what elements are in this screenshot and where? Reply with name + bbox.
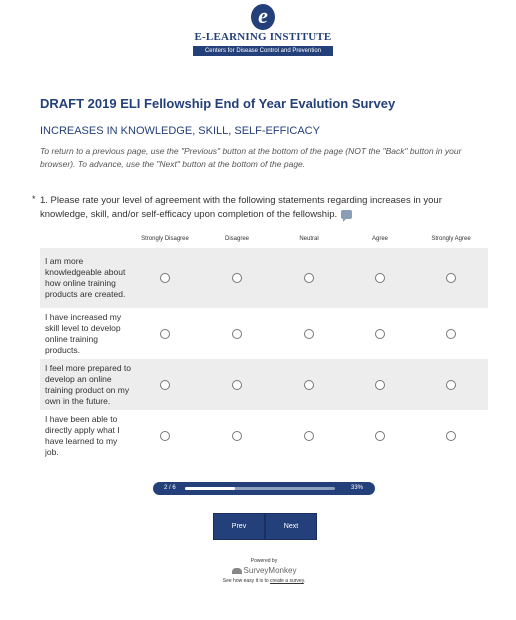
radio-strongly-disagree[interactable]: [160, 273, 170, 283]
radio-agree[interactable]: [375, 273, 385, 283]
comment-icon[interactable]: [341, 210, 352, 219]
radio-neutral[interactable]: [304, 380, 314, 390]
cta-suffix: .: [303, 578, 306, 584]
radio-strongly-disagree[interactable]: [160, 431, 170, 441]
progress-track: [185, 487, 335, 490]
matrix-row: [40, 248, 488, 308]
column-header: Agree: [371, 236, 388, 242]
matrix-row: [40, 359, 488, 410]
eli-logo: [188, 4, 338, 58]
column-header: Strongly Disagree: [141, 236, 189, 242]
radio-strongly-agree[interactable]: [446, 380, 456, 390]
prev-button[interactable]: Prev: [213, 513, 265, 540]
row-label: I feel more prepared to develop an online training product on my own in the future.: [45, 362, 131, 406]
radio-agree[interactable]: [375, 380, 385, 390]
progress-page-label: 2 / 6: [164, 485, 176, 491]
radio-disagree[interactable]: [232, 380, 242, 390]
matrix-row: [40, 308, 488, 359]
rating-matrix: [40, 236, 488, 461]
surveymonkey-icon: [232, 568, 242, 574]
radio-neutral[interactable]: [304, 431, 314, 441]
progress-bar: [153, 482, 375, 495]
question-text-block: [40, 194, 480, 222]
footer-cta: [200, 578, 328, 584]
powered-by-label: Powered by: [250, 558, 278, 564]
radio-strongly-agree[interactable]: [446, 431, 456, 441]
radio-agree[interactable]: [375, 431, 385, 441]
page-description: To return to a previous page, use the "Previous" button at the bottom of the page (NOT the "Back" button in your browser). To advance, use the "Next" button at the bottom of the page.: [40, 146, 462, 169]
matrix-header: [40, 236, 488, 248]
surveymonkey-logo[interactable]: [200, 566, 328, 575]
question-text: 1. Please rate your level of agreement with the following statements regarding increases in your knowledge, skill, and/or self-efficacy upon completion of the fellowship.: [40, 195, 442, 220]
cta-prefix: See how easy it is to: [222, 578, 269, 584]
column-header: Neutral: [299, 236, 319, 242]
column-header: Strongly Agree: [431, 236, 471, 242]
survey-title: DRAFT 2019 ELI Fellowship End of Year Evalution Survey: [40, 96, 396, 111]
column-header: Disagree: [224, 236, 249, 242]
matrix-row: [40, 410, 488, 461]
row-label: I have increased my skill level to develop online training products.: [45, 311, 122, 355]
radio-strongly-disagree[interactable]: [160, 380, 170, 390]
radio-strongly-agree[interactable]: [446, 273, 456, 283]
row-label: I have been able to directly apply what I have learned to my job.: [45, 413, 120, 457]
radio-disagree[interactable]: [232, 273, 242, 283]
page-title: INCREASES IN KNOWLEDGE, SKILL, SELF-EFFICACY: [40, 125, 320, 137]
row-label: I am more knowledgeable about how online training products are created.: [45, 256, 126, 299]
radio-disagree[interactable]: [232, 329, 242, 339]
radio-strongly-disagree[interactable]: [160, 329, 170, 339]
eli-logo-name: E-LEARNING INSTITUTE: [194, 31, 332, 43]
radio-disagree[interactable]: [232, 431, 242, 441]
required-marker: *: [32, 194, 36, 204]
eli-logo-subtitle: Centers for Disease Control and Prevention: [193, 46, 333, 56]
radio-neutral[interactable]: [304, 329, 314, 339]
radio-strongly-agree[interactable]: [446, 329, 456, 339]
surveymonkey-brand: SurveyMonkey: [243, 566, 297, 575]
radio-neutral[interactable]: [304, 273, 314, 283]
create-survey-link[interactable]: create a survey: [270, 578, 304, 584]
progress-fill: [185, 487, 235, 490]
radio-agree[interactable]: [375, 329, 385, 339]
eli-logo-mark: e: [251, 4, 275, 30]
next-button[interactable]: Next: [265, 513, 317, 540]
progress-percent: 33%: [351, 485, 364, 491]
footer: [200, 558, 328, 584]
